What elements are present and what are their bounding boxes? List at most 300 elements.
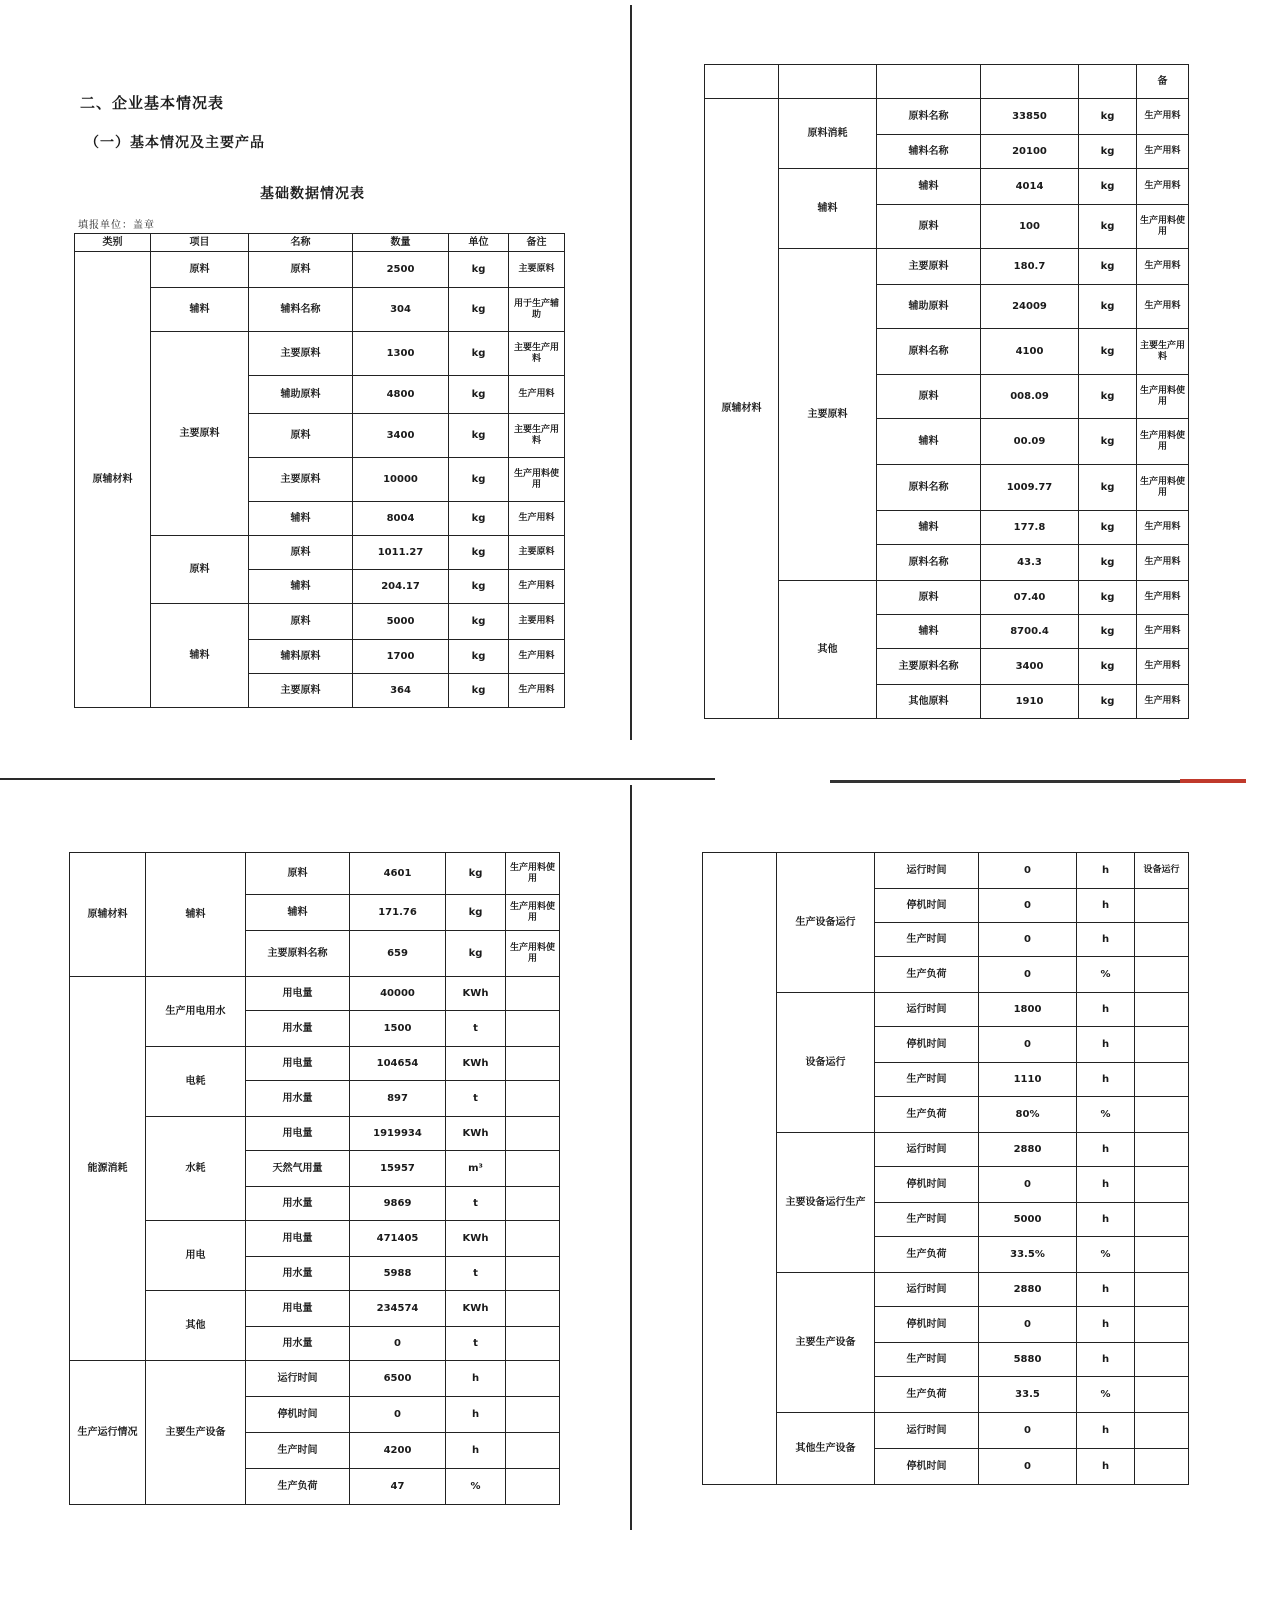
- remark-cell: [1135, 1063, 1189, 1097]
- name-cell: 生产负荷: [875, 1097, 979, 1133]
- remark-cell: 生产用料使用: [1137, 419, 1189, 465]
- remark-cell: 主要原料: [509, 252, 565, 288]
- remark-cell: 主要生产用料: [509, 332, 565, 376]
- remark-cell: [506, 1397, 560, 1433]
- page-divider-vertical-bottom: [630, 785, 632, 1530]
- unit-cell: kg: [1079, 375, 1137, 419]
- quantity-cell: 008.09: [981, 375, 1079, 419]
- quantity-cell: 47: [350, 1469, 446, 1505]
- quantity-cell: 100: [981, 205, 1079, 249]
- name-cell: 辅料: [249, 502, 353, 536]
- quantity-cell: 3400: [981, 649, 1079, 685]
- quantity-cell: 0: [979, 1449, 1077, 1485]
- unit-cell: kg: [446, 853, 506, 895]
- remark-cell: 主要生产用料: [509, 414, 565, 458]
- remark-cell: [506, 1361, 560, 1397]
- remark-cell: [506, 1117, 560, 1151]
- name-cell: 运行时间: [875, 1413, 979, 1449]
- header-category: 类别: [75, 234, 151, 252]
- remark-cell: [1135, 889, 1189, 923]
- group-cell: 原料消耗: [779, 99, 877, 169]
- header-remark: 备: [1137, 65, 1189, 99]
- group-cell: 水耗: [146, 1117, 246, 1221]
- unit-cell: kg: [1079, 615, 1137, 649]
- quantity-cell: 15957: [350, 1151, 446, 1187]
- quantity-cell: 33.5%: [979, 1237, 1077, 1273]
- name-cell: 用水量: [246, 1327, 350, 1361]
- name-cell: 停机时间: [875, 1167, 979, 1203]
- name-cell: 辅助原料: [249, 376, 353, 414]
- unit-cell: kg: [449, 414, 509, 458]
- unit-cell: %: [1077, 957, 1135, 993]
- remark-cell: 生产用料使用: [1137, 465, 1189, 511]
- table-row: [75, 252, 565, 288]
- name-cell: 运行时间: [875, 993, 979, 1027]
- unit-cell: kg: [1079, 685, 1137, 719]
- group-cell: 用电: [146, 1221, 246, 1291]
- unit-cell: %: [1077, 1097, 1135, 1133]
- table-header-row: [75, 234, 565, 252]
- page1-table: [74, 233, 565, 708]
- unit-cell: kg: [1079, 169, 1137, 205]
- group-cell: 生产设备运行: [777, 853, 875, 993]
- name-cell: 原料: [877, 581, 981, 615]
- unit-cell: kg: [449, 570, 509, 604]
- page-divider-horizontal-left: [0, 778, 715, 780]
- quantity-cell: 2880: [979, 1273, 1077, 1307]
- unit-cell: kg: [449, 640, 509, 674]
- remark-cell: 生产用料: [1137, 99, 1189, 135]
- remark-cell: [506, 977, 560, 1011]
- quantity-cell: 3400: [353, 414, 449, 458]
- category-cell: 原辅材料: [705, 99, 779, 719]
- remark-cell: 生产用料: [509, 570, 565, 604]
- remark-cell: [506, 1081, 560, 1117]
- unit-cell: %: [446, 1469, 506, 1505]
- group-cell: 其他: [146, 1291, 246, 1361]
- quantity-cell: 33850: [981, 99, 1079, 135]
- group-cell: 设备运行: [777, 993, 875, 1133]
- remark-cell: 生产用料使用: [506, 931, 560, 977]
- unit-cell: t: [446, 1081, 506, 1117]
- unit-cell: h: [1077, 1307, 1135, 1343]
- name-cell: 辅料: [877, 419, 981, 465]
- remark-cell: 生产用料: [1137, 169, 1189, 205]
- name-cell: 原料: [877, 205, 981, 249]
- name-cell: 用电量: [246, 1047, 350, 1081]
- name-cell: 原料: [249, 252, 353, 288]
- name-cell: 辅料: [246, 895, 350, 931]
- category-cell: 原辅材料: [75, 252, 151, 708]
- group-cell: 主要生产设备: [777, 1273, 875, 1413]
- quantity-cell: 204.17: [353, 570, 449, 604]
- quantity-cell: 80%: [979, 1097, 1077, 1133]
- unit-cell: h: [1077, 853, 1135, 889]
- unit-cell: kg: [1079, 649, 1137, 685]
- quantity-cell: 07.40: [981, 581, 1079, 615]
- unit-cell: kg: [1079, 511, 1137, 545]
- name-cell: 主要原料: [249, 674, 353, 708]
- quantity-cell: 1110: [979, 1063, 1077, 1097]
- remark-cell: 生产用料使用: [509, 458, 565, 502]
- quantity-cell: 5000: [979, 1203, 1077, 1237]
- header-item: 项目: [151, 234, 249, 252]
- unit-cell: m³: [446, 1151, 506, 1187]
- quantity-cell: 659: [350, 931, 446, 977]
- table-title: 基础数据情况表: [260, 186, 365, 202]
- group-cell: 辅料: [151, 288, 249, 332]
- remark-cell: 生产用料: [509, 502, 565, 536]
- quantity-cell: 0: [979, 1167, 1077, 1203]
- name-cell: 生产负荷: [875, 957, 979, 993]
- remark-cell: 主要原料: [509, 536, 565, 570]
- group-cell: 辅料: [146, 853, 246, 977]
- remark-cell: 生产用料: [509, 640, 565, 674]
- name-cell: 辅助原料: [877, 285, 981, 329]
- table-note: 填报单位：盖章: [78, 220, 155, 231]
- unit-cell: kg: [449, 536, 509, 570]
- category-cell: 能源消耗: [70, 977, 146, 1361]
- quantity-cell: 471405: [350, 1221, 446, 1257]
- quantity-cell: 364: [353, 674, 449, 708]
- quantity-cell: 1500: [350, 1011, 446, 1047]
- quantity-cell: 1919934: [350, 1117, 446, 1151]
- category-cell: [703, 853, 777, 1485]
- header-quantity: 数量: [353, 234, 449, 252]
- remark-cell: 生产用料使用: [506, 853, 560, 895]
- quantity-cell: 4800: [353, 376, 449, 414]
- unit-cell: kg: [449, 252, 509, 288]
- quantity-cell: 0: [350, 1397, 446, 1433]
- header-unit: 单位: [449, 234, 509, 252]
- table-row: [705, 99, 1189, 135]
- name-cell: 用水量: [246, 1187, 350, 1221]
- remark-cell: 用于生产辅助: [509, 288, 565, 332]
- unit-cell: kg: [449, 604, 509, 640]
- section-heading: 二、企业基本情况表: [80, 94, 225, 112]
- unit-cell: h: [1077, 923, 1135, 957]
- unit-cell: kg: [1079, 329, 1137, 375]
- name-cell: 用水量: [246, 1257, 350, 1291]
- unit-cell: kg: [449, 674, 509, 708]
- remark-cell: [1135, 923, 1189, 957]
- remark-cell: [1135, 1377, 1189, 1413]
- name-cell: 生产时间: [875, 1343, 979, 1377]
- unit-cell: kg: [1079, 545, 1137, 581]
- quantity-cell: 4100: [981, 329, 1079, 375]
- name-cell: 辅料名称: [877, 135, 981, 169]
- remark-cell: [506, 1187, 560, 1221]
- name-cell: 用电量: [246, 1291, 350, 1327]
- group-cell: 辅料: [779, 169, 877, 249]
- group-cell: 主要生产设备: [146, 1361, 246, 1505]
- quantity-cell: 4601: [350, 853, 446, 895]
- unit-cell: h: [1077, 1449, 1135, 1485]
- remark-cell: [506, 1291, 560, 1327]
- name-cell: 主要原料: [249, 458, 353, 502]
- remark-cell: 生产用料使用: [506, 895, 560, 931]
- remark-cell: [1135, 1203, 1189, 1237]
- name-cell: 天然气用量: [246, 1151, 350, 1187]
- name-cell: 原料: [877, 375, 981, 419]
- unit-cell: kg: [1079, 581, 1137, 615]
- category-cell: 生产运行情况: [70, 1361, 146, 1505]
- name-cell: 运行时间: [875, 1133, 979, 1167]
- name-cell: 原料: [249, 536, 353, 570]
- red-edge-mark: [1180, 779, 1246, 783]
- quantity-cell: 6500: [350, 1361, 446, 1397]
- remark-cell: 生产用料: [1137, 545, 1189, 581]
- category-cell: 原辅材料: [70, 853, 146, 977]
- header-remark: 备注: [509, 234, 565, 252]
- remark-cell: [1135, 1167, 1189, 1203]
- unit-cell: KWh: [446, 1117, 506, 1151]
- name-cell: 停机时间: [875, 1449, 979, 1485]
- group-cell: 主要设备运行生产: [777, 1133, 875, 1273]
- unit-cell: kg: [1079, 419, 1137, 465]
- unit-cell: t: [446, 1257, 506, 1291]
- remark-cell: [1135, 1307, 1189, 1343]
- quantity-cell: 40000: [350, 977, 446, 1011]
- quantity-cell: 9869: [350, 1187, 446, 1221]
- name-cell: 辅料: [877, 511, 981, 545]
- quantity-cell: 104654: [350, 1047, 446, 1081]
- unit-cell: h: [1077, 1133, 1135, 1167]
- quantity-cell: 0: [979, 957, 1077, 993]
- name-cell: 辅料: [877, 615, 981, 649]
- quantity-cell: 0: [979, 889, 1077, 923]
- quantity-cell: 1800: [979, 993, 1077, 1027]
- unit-cell: kg: [449, 288, 509, 332]
- unit-cell: t: [446, 1327, 506, 1361]
- remark-cell: 生产用料: [1137, 511, 1189, 545]
- remark-cell: [506, 1327, 560, 1361]
- header-name: 名称: [249, 234, 353, 252]
- remark-cell: 生产用料: [1137, 615, 1189, 649]
- quantity-cell: 897: [350, 1081, 446, 1117]
- name-cell: 原料名称: [877, 545, 981, 581]
- remark-cell: 生产用料使用: [1137, 375, 1189, 419]
- remark-cell: [1135, 957, 1189, 993]
- remark-cell: [1135, 1237, 1189, 1273]
- remark-cell: [506, 1047, 560, 1081]
- quantity-cell: 24009: [981, 285, 1079, 329]
- remark-cell: [1135, 1027, 1189, 1063]
- quantity-cell: 1700: [353, 640, 449, 674]
- remark-cell: 生产用料: [1137, 285, 1189, 329]
- remark-cell: 生产用料: [1137, 249, 1189, 285]
- quantity-cell: 5988: [350, 1257, 446, 1291]
- page-divider-horizontal-right: [830, 780, 1240, 783]
- group-cell: 其他: [779, 581, 877, 719]
- unit-cell: h: [1077, 1343, 1135, 1377]
- unit-cell: kg: [1079, 285, 1137, 329]
- name-cell: 主要原料名称: [877, 649, 981, 685]
- remark-cell: [506, 1011, 560, 1047]
- group-cell: 电耗: [146, 1047, 246, 1117]
- unit-cell: h: [1077, 1027, 1135, 1063]
- unit-cell: KWh: [446, 977, 506, 1011]
- name-cell: 生产负荷: [246, 1469, 350, 1505]
- remark-cell: 主要生产用料: [1137, 329, 1189, 375]
- name-cell: 原料名称: [877, 99, 981, 135]
- page4-table: [702, 852, 1189, 1485]
- quantity-cell: 304: [353, 288, 449, 332]
- unit-cell: kg: [1079, 249, 1137, 285]
- unit-cell: kg: [1079, 465, 1137, 511]
- unit-cell: KWh: [446, 1291, 506, 1327]
- name-cell: 运行时间: [246, 1361, 350, 1397]
- quantity-cell: 10000: [353, 458, 449, 502]
- name-cell: 用电量: [246, 977, 350, 1011]
- remark-cell: 生产用料: [1137, 581, 1189, 615]
- quantity-cell: 180.7: [981, 249, 1079, 285]
- unit-cell: h: [1077, 1273, 1135, 1307]
- name-cell: 用水量: [246, 1011, 350, 1047]
- group-cell: 原料: [151, 536, 249, 604]
- quantity-cell: 234574: [350, 1291, 446, 1327]
- unit-cell: kg: [449, 458, 509, 502]
- unit-cell: %: [1077, 1237, 1135, 1273]
- group-cell: 原料: [151, 252, 249, 288]
- remark-cell: [1135, 1133, 1189, 1167]
- table-row: [70, 853, 560, 895]
- unit-cell: kg: [449, 376, 509, 414]
- unit-cell: h: [1077, 1203, 1135, 1237]
- quantity-cell: 177.8: [981, 511, 1079, 545]
- name-cell: 辅料原料: [249, 640, 353, 674]
- remark-cell: 生产用料使用: [1137, 205, 1189, 249]
- quantity-cell: 00.09: [981, 419, 1079, 465]
- unit-cell: h: [446, 1397, 506, 1433]
- table-header-row: [705, 65, 1189, 99]
- quantity-cell: 2500: [353, 252, 449, 288]
- quantity-cell: 4200: [350, 1433, 446, 1469]
- unit-cell: kg: [449, 332, 509, 376]
- name-cell: 停机时间: [246, 1397, 350, 1433]
- name-cell: 原料: [246, 853, 350, 895]
- remark-cell: 主要用料: [509, 604, 565, 640]
- quantity-cell: 8004: [353, 502, 449, 536]
- remark-cell: [1135, 1449, 1189, 1485]
- unit-cell: KWh: [446, 1221, 506, 1257]
- remark-cell: [1135, 993, 1189, 1027]
- name-cell: 其他原料: [877, 685, 981, 719]
- remark-cell: 设备运行: [1135, 853, 1189, 889]
- quantity-cell: 1009.77: [981, 465, 1079, 511]
- quantity-cell: 0: [979, 1307, 1077, 1343]
- unit-cell: kg: [449, 502, 509, 536]
- group-cell: 辅料: [151, 604, 249, 708]
- remark-cell: 生产用料: [1137, 135, 1189, 169]
- remark-cell: [506, 1257, 560, 1291]
- table-row: [70, 1361, 560, 1397]
- remark-cell: [506, 1151, 560, 1187]
- quantity-cell: 5880: [979, 1343, 1077, 1377]
- unit-cell: %: [1077, 1377, 1135, 1413]
- name-cell: 生产时间: [875, 923, 979, 957]
- unit-cell: h: [446, 1433, 506, 1469]
- name-cell: 运行时间: [875, 853, 979, 889]
- remark-cell: 生产用料: [509, 376, 565, 414]
- name-cell: 停机时间: [875, 1027, 979, 1063]
- quantity-cell: 1300: [353, 332, 449, 376]
- group-cell: 主要原料: [151, 332, 249, 536]
- unit-cell: kg: [446, 895, 506, 931]
- group-cell: 主要原料: [779, 249, 877, 581]
- name-cell: 用电量: [246, 1221, 350, 1257]
- unit-cell: t: [446, 1011, 506, 1047]
- quantity-cell: 8700.4: [981, 615, 1079, 649]
- remark-cell: [1135, 1413, 1189, 1449]
- quantity-cell: 0: [979, 1027, 1077, 1063]
- unit-cell: kg: [446, 931, 506, 977]
- quantity-cell: 20100: [981, 135, 1079, 169]
- name-cell: 生产负荷: [875, 1237, 979, 1273]
- page-divider-vertical-top: [630, 5, 632, 740]
- remark-cell: [506, 1221, 560, 1257]
- name-cell: 用电量: [246, 1117, 350, 1151]
- name-cell: 生产负荷: [875, 1377, 979, 1413]
- quantity-cell: 1910: [981, 685, 1079, 719]
- remark-cell: 生产用料: [509, 674, 565, 708]
- quantity-cell: 1011.27: [353, 536, 449, 570]
- unit-cell: h: [1077, 993, 1135, 1027]
- name-cell: 主要原料: [877, 249, 981, 285]
- page3-table: [69, 852, 560, 1505]
- quantity-cell: 33.5: [979, 1377, 1077, 1413]
- name-cell: 主要原料名称: [246, 931, 350, 977]
- unit-cell: h: [446, 1361, 506, 1397]
- unit-cell: h: [1077, 1413, 1135, 1449]
- name-cell: 原料名称: [877, 329, 981, 375]
- name-cell: 运行时间: [875, 1273, 979, 1307]
- name-cell: 辅料: [249, 570, 353, 604]
- name-cell: 辅料: [877, 169, 981, 205]
- remark-cell: [506, 1433, 560, 1469]
- name-cell: 原料名称: [877, 465, 981, 511]
- name-cell: 生产时间: [875, 1203, 979, 1237]
- name-cell: 用水量: [246, 1081, 350, 1117]
- name-cell: 原料: [249, 604, 353, 640]
- quantity-cell: 0: [979, 1413, 1077, 1449]
- unit-cell: h: [1077, 1167, 1135, 1203]
- subsection-heading: （一）基本情况及主要产品: [85, 135, 265, 151]
- quantity-cell: 0: [979, 853, 1077, 889]
- unit-cell: kg: [1079, 99, 1137, 135]
- name-cell: 原料: [249, 414, 353, 458]
- quantity-cell: 0: [350, 1327, 446, 1361]
- unit-cell: h: [1077, 889, 1135, 923]
- quantity-cell: 5000: [353, 604, 449, 640]
- quantity-cell: 0: [979, 923, 1077, 957]
- table-row: [703, 853, 1189, 889]
- name-cell: 生产时间: [246, 1433, 350, 1469]
- remark-cell: [1135, 1273, 1189, 1307]
- unit-cell: kg: [1079, 135, 1137, 169]
- name-cell: 辅料名称: [249, 288, 353, 332]
- name-cell: 生产时间: [875, 1063, 979, 1097]
- name-cell: 停机时间: [875, 889, 979, 923]
- remark-cell: 生产用料: [1137, 685, 1189, 719]
- remark-cell: [1135, 1097, 1189, 1133]
- quantity-cell: 43.3: [981, 545, 1079, 581]
- quantity-cell: 171.76: [350, 895, 446, 931]
- quantity-cell: 4014: [981, 169, 1079, 205]
- name-cell: 停机时间: [875, 1307, 979, 1343]
- page2-table: [704, 64, 1189, 719]
- remark-cell: [1135, 1343, 1189, 1377]
